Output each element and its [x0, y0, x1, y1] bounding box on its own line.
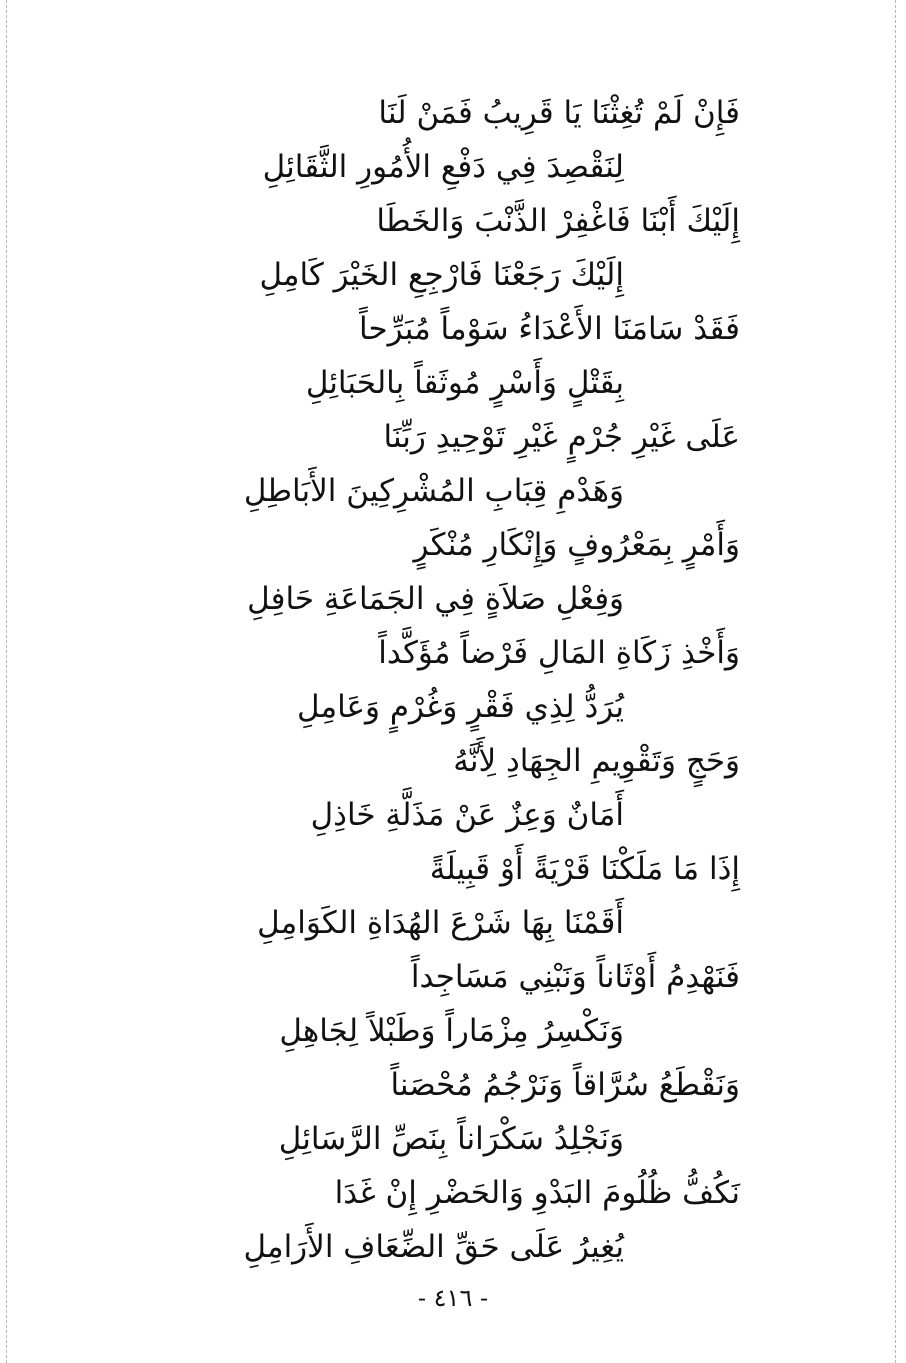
verse-11-first-hemistich: نَكُفُّ ظُلُومَ البَدْوِ وَالحَضْرِ إِنْ غَدَا [334, 1175, 740, 1211]
page-number: - ٤١٦ - [417, 1284, 489, 1312]
verse-11-second-hemistich: يُغِيرُ عَلَى حَقِّ الضِّعَافِ الأَرَامِلِ [243, 1229, 624, 1265]
verse-10 [60, 1058, 740, 1166]
verse-8-second-hemistich: أَقَمْنَا بِهَا شَرْعَ الهُدَاةِ الكَوَامِلِ [257, 905, 624, 941]
verse-9-first-hemistich: فَنَهْدِمُ أَوْثَاناً وَنَبْنِي مَسَاجِداً [410, 959, 740, 995]
verse-6 [60, 626, 740, 734]
verse-4 [60, 410, 740, 518]
verse-1 [60, 86, 740, 194]
verse-10-second-hemistich: وَنَجْلِدُ سَكْرَاناً بِنَصِّ الرَّسَائِلِ [278, 1121, 624, 1157]
verse-7-second-hemistich: أَمَانٌ وَعِزٌ عَنْ مَذَلَّةِ خَاذِلِ [310, 797, 624, 833]
verse-1-second-hemistich: لِنَقْصِدَ فِي دَفْعِ الأُمُورِ الثَّقَائِلِ [262, 149, 624, 185]
verse-5 [60, 518, 740, 626]
verse-6-second-hemistich: يُرَدُّ لِذِي فَقْرٍ وَغُرْمٍ وَعَامِلِ [296, 689, 624, 725]
verse-9 [60, 950, 740, 1058]
verse-8-first-hemistich: إِذَا مَا مَلَكْنَا قَرْيَةً أَوْ قَبِيلَةً [429, 851, 740, 887]
verse-7 [60, 734, 740, 842]
page-edge-right [895, 0, 896, 1363]
verse-6-first-hemistich: وَأَخْذِ زَكَاةِ المَالِ فَرْضاً مُؤَكَّداً [378, 635, 740, 671]
verse-5-first-hemistich: وَأَمْرٍ بِمَعْرُوفٍ وَإِنْكَارِ مُنْكَرٍ [413, 527, 740, 563]
verse-3-second-hemistich: بِقَتْلٍ وَأَسْرٍ مُوثَقاً بِالحَبَائِلِ [305, 365, 624, 401]
verse-10-first-hemistich: وَنَقْطَعُ سُرَّاقاً وَنَرْجُمُ مُحْصَناً [390, 1067, 740, 1103]
page-edge-left [6, 0, 7, 1363]
verse-2-first-hemistich: إِلَيْكَ أَبْنَا فَاغْفِرْ الذَّنْبَ وَالخَطَا [376, 203, 740, 239]
verse-3 [60, 302, 740, 410]
verse-11 [60, 1166, 740, 1274]
verse-9-second-hemistich: وَنَكْسِرُ مِزْمَاراً وَطَبْلاً لِجَاهِلِ [279, 1013, 624, 1049]
verse-1-first-hemistich: فَإِنْ لَمْ تُغِثْنَا يَا قَرِيبُ فَمَنْ لَنَا [378, 95, 740, 131]
verse-3-first-hemistich: فَقَدْ سَامَنَا الأَعْدَاءُ سَوْماً مُبَرِّحاً [359, 311, 740, 347]
verse-5-second-hemistich: وَفِعْلِ صَلاَةٍ فِي الجَمَاعَةِ حَافِلِ [247, 581, 624, 617]
poem-body [60, 86, 740, 1274]
verse-2 [60, 194, 740, 302]
verse-4-second-hemistich: وَهَدْمِ قِبَابِ المُشْرِكِينَ الأَبَاطِلِ [243, 473, 624, 509]
verse-2-second-hemistich: إِلَيْكَ رَجَعْنَا فَارْجِعِ الخَيْرَ كَامِلِ [259, 257, 624, 293]
verse-7-first-hemistich: وَحَجٍ وَتَقْوِيمِ الجِهَادِ لِأَنَّهُ [453, 743, 740, 779]
verse-4-first-hemistich: عَلَى غَيْرِ جُرْمٍ غَيْرِ تَوْحِيدِ رَبِّنَا [383, 419, 740, 455]
verse-8 [60, 842, 740, 950]
